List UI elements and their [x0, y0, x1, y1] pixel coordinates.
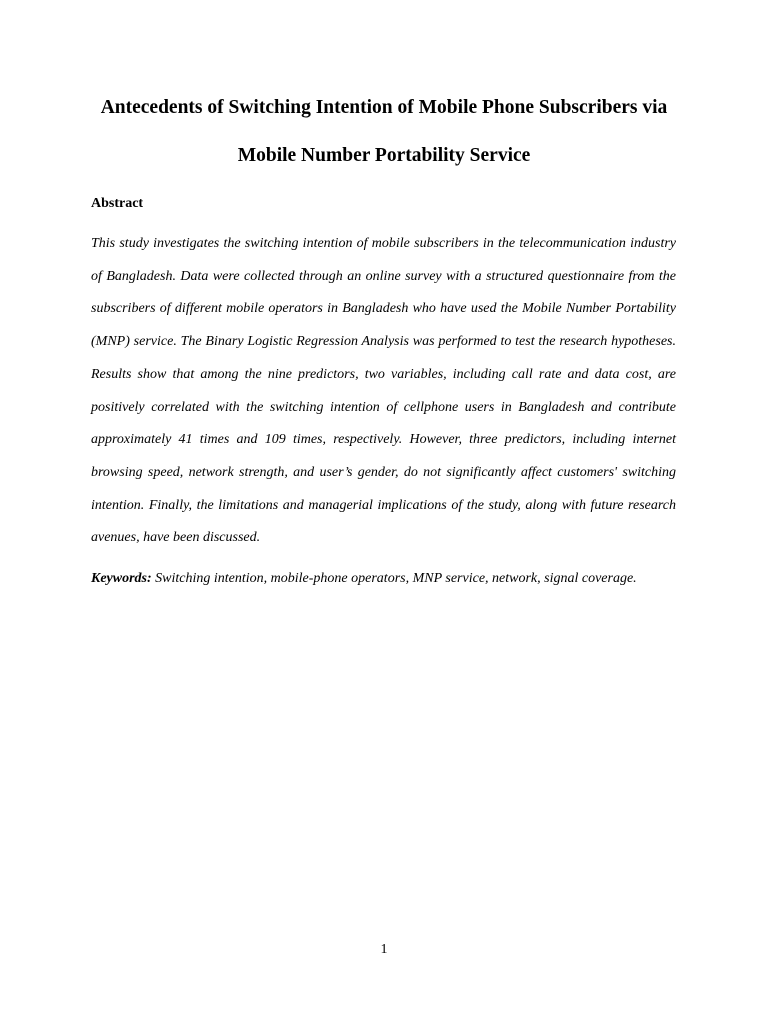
- keywords-paragraph: [91, 568, 676, 590]
- paper-title: [60, 84, 708, 180]
- abstract-body: This study investigates the switching intention of mobile subscribers in the telecommunication industry of Bangladesh. Data were collected through an online survey with a structured questionnaire from the subscribers of different mobile operators in Bangladesh who have used the Mobile Number Portability (MNP) service. The Binary Logistic Regression Analysis was performed to test the research hypotheses. Results show that among the nine predictors, two variables, including call rate and data cost, are positively correlated with the switching intention of cellphone users in Bangladesh and contribute approximately 41 times and 109 times, respectively. However, three predictors, including internet browsing speed, network strength, and user’s gender, do not significantly affect customers' switching intention. Finally, the limitations and managerial implications of the study, along with future research avenues, have been discussed.: [91, 236, 676, 546]
- keywords-text: Switching intention, mobile-phone operators, MNP service, network, signal coverage.: [151, 571, 637, 586]
- keywords-label: Keywords:: [91, 571, 152, 586]
- paper-title-line-2: Mobile Number Portability Service: [237, 145, 531, 166]
- paper-title-line-1: Antecedents of Switching Intention of Mobile Phone Subscribers via: [100, 97, 668, 118]
- abstract-heading: Abstract: [91, 196, 144, 211]
- page-number: 1: [380, 942, 388, 957]
